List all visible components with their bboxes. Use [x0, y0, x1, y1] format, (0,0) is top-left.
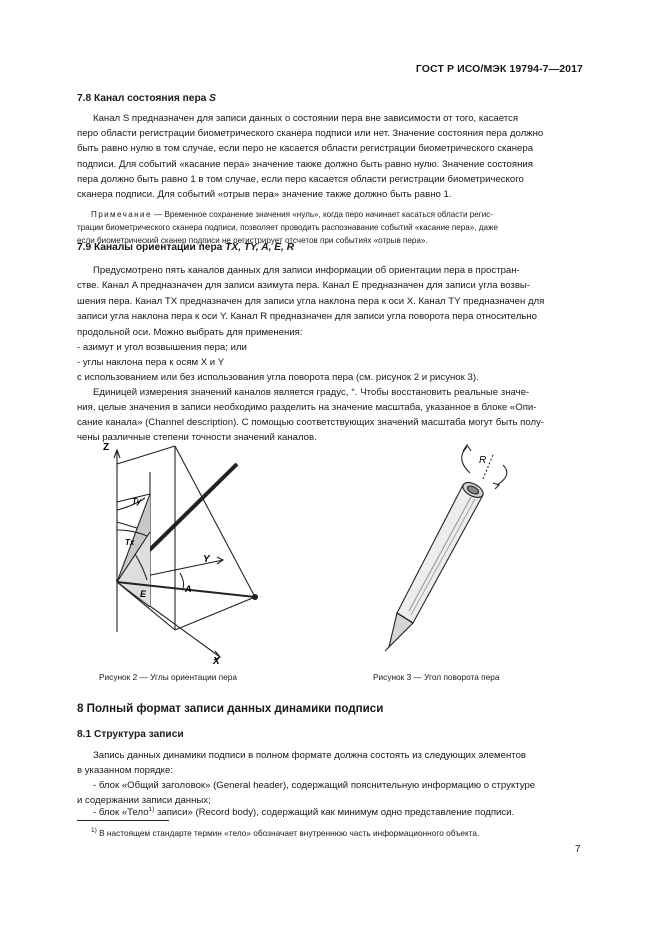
figure-2-caption: Рисунок 2 — Углы ориентации пера: [99, 672, 238, 682]
section-8-title: 8 Полный формат записи данных динамики подписи: [77, 702, 384, 715]
paragraph-line: продольной оси. Можно выбрать для применения:: [77, 327, 303, 338]
figure-2-pen-orientation-diagram: [95, 432, 275, 667]
paragraph-line: шения пера. Канал TX предназначен для записи угла наклона пера к оси X. Канал TY предназначен для: [77, 296, 545, 307]
paragraph-line: и содержании записи данных;: [77, 795, 211, 806]
paragraph-line: перо области регистрации биометрического сканера подписи или нет. Значение состояния пера должно: [77, 128, 544, 139]
footnote-divider: [77, 820, 169, 821]
section-8-1-title: 8.1 Структура записи: [77, 729, 184, 740]
paragraph-line: чены различные степени точности значений каналов.: [77, 432, 317, 443]
tx-angle-label: Tx: [125, 538, 135, 547]
r-rotation-label: R: [479, 455, 487, 466]
section-7-8-title: 7.8 Канал состояния пера S: [77, 93, 216, 104]
e-angle-label: E: [140, 589, 147, 599]
document-header: ГОСТ Р ИСО/МЭК 19794-7—2017: [415, 63, 583, 75]
paragraph-line: сканера подписи. Для событий «отрыв пера» значение также должно быть равно 1.: [77, 189, 452, 200]
paragraph-line: Предусмотрено пять каналов данных для записи информации об ориентации пера в простран-: [93, 265, 520, 276]
ty-angle-label: Ty: [132, 497, 142, 506]
paragraph-line: записи угла наклона пера к оси Y. Канал R предназначен для записи угла поворота пера относительно: [77, 311, 537, 322]
section-7-9-title: 7.9 Каналы ориентации пера TX, TY, A, E, R: [77, 242, 295, 253]
note-line: — Временное сохранение значения «нуль», когда перо начинает касаться области регис-: [151, 210, 493, 219]
paragraph-line: в указанном порядке:: [77, 765, 173, 776]
z-axis-label: Z: [103, 442, 110, 453]
paragraph-line: ния, целые значения в записи необходимо разделить на значение масштаба, указанное в блоке «Опи-: [77, 402, 537, 413]
list-item: - азимут и угол возвышения пера; или: [77, 342, 247, 353]
paragraph-line: Канал S предназначен для записи данных о состоянии пера вне зависимости от того, касается: [93, 113, 519, 124]
note-line: трации биометрического сканера подписи, позволяет проводить распознавание событий «касание пера», даже: [77, 223, 498, 232]
paragraph-line: быть равно нулю в том случае, если перо не касается области регистрации биометрического сканера: [77, 143, 534, 154]
paragraph-line: Запись данных динамики подписи в полном формате должна состоять из следующих элементов: [93, 750, 527, 761]
note-line: если биометрический сканер подписи не регистрирует отсчетов при событиях «отрыв пера».: [77, 236, 428, 245]
paragraph-line: стве. Канал A предназначен для записи азимута пера. Канал E предназначен для записи угла возвы-: [77, 280, 531, 291]
note-label: Примечание: [91, 210, 152, 219]
list-item: - блок «Общий заголовок» (General header), содержащий пояснительную информацию о структуре: [93, 780, 536, 791]
figure-3-caption: Рисунок 3 — Угол поворота пера: [373, 672, 500, 682]
paragraph-line: сание канала» (Channel description). С помощью соответствующих значений масштаба могут быть полу-: [77, 417, 545, 428]
figure-3-pen-rotation-diagram: [375, 437, 525, 657]
a-angle-label: A: [185, 584, 192, 594]
paragraph-line: Единицей измерения значений каналов является градус, °. Чтобы восстановить реальные значе-: [93, 387, 530, 398]
list-item: - углы наклона пера к осям X и Y: [77, 357, 225, 368]
paragraph-line: с использованием или без использования угла поворота пера (см. рисунок 2 и рисунок 3).: [77, 372, 479, 383]
paragraph-line: подписи. Для событий «касание пера» значение также должно быть равно нулю. Значение состояния: [77, 159, 533, 170]
footnote: $^{1)}$ В настоящем стандарте термин «тело» обозначает внутреннюю часть информационного объекта.: [91, 827, 480, 838]
list-item: - блок «Тело$^{1)}$ записи» (Record body), содержащий как минимум одно представление подписи.: [93, 806, 515, 819]
x-axis-label: X: [213, 656, 220, 667]
paragraph-line: пера должно быть равно 1 в том случае, если перо касается области регистрации биометрического: [77, 174, 524, 185]
y-axis-label: Y: [203, 554, 210, 565]
page-number: 7: [575, 844, 581, 855]
footnote-ref: 1): [148, 806, 155, 813]
